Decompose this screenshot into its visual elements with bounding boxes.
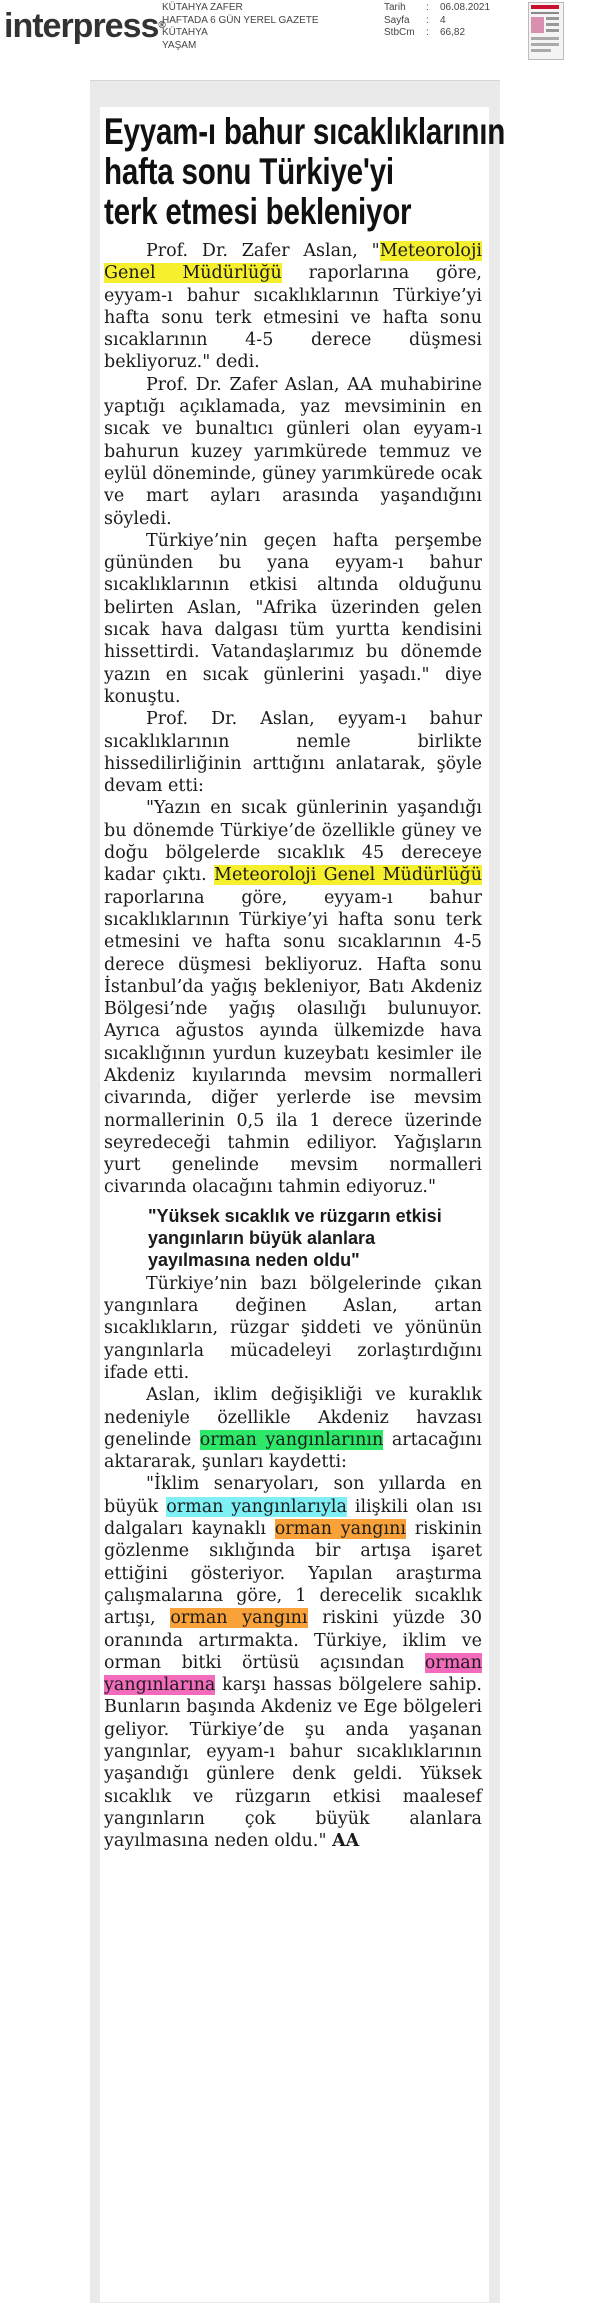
article-paragraph (104, 708, 482, 797)
publication-city: KÜTAHYA (162, 27, 208, 38)
paragraph-text: riskini yüzde 30 oranında artırmakta. Türkiye, iklim ve orman bitki örtüsü açısından (104, 1608, 483, 1673)
publication-section: YAŞAM (162, 39, 197, 51)
article-subheading (104, 1205, 482, 1271)
paragraph-text: "Yüksek sıcaklık ve rüzgarın etkisi yangınların büyük alanlara yayılmasına neden oldu" (148, 1205, 442, 1270)
highlighted-keyword: Meteoroloji Genel Müdürlüğü (214, 865, 483, 886)
highlighted-keyword: orman yangını (170, 1608, 308, 1629)
highlighted-keyword: orman yangınlarının (199, 1429, 384, 1450)
paragraph-text: raporlarına göre, eyyam-ı bahur sıcaklıklarının Türkiye’yi hafta sonu terk etmesini ve hafta sonu sıcaklarının 4-5 derece düşmesi bekliyoruz. Hafta sonu İstanbul’da yağış bekleniyor, Batı Akdeniz Bölgesi’nde yağış olasılığı bulunuyor. Ayrıca ağustos ayında ülkemizde hava sıcaklığının yurdun kuzeybatı kesimler ile Akdeniz kıyılarında mevsim normalleri civarında, diğer yerlerde ise mevsim normallerinin 0,5 ila 1 derece üzerinde seyredeceği tahmin ediliyor. Yağışların yurt genelinde mevsim normalleri civarında olacağını tahmin ediyoruz." (104, 887, 482, 1198)
headline-line: hafta sonu Türkiye'yi (104, 151, 394, 192)
highlighted-keyword: orman yangınlarına (104, 1652, 482, 1696)
paragraph-text: Türkiye’nin geçen hafta perşembe gününden bu yana eyyam-ı bahur sıcaklıklarının etkisi altında olduğunu belirten Aslan, "Afrika üzerinden gelen sıcak hava dalgası tüm yurtta kendisini hissettirdi. Vatandaşlarımız bu dönemde yazın en sıcak günlerini yaşadı." diye konuştu. (104, 530, 482, 707)
highlighted-keyword: orman yangını (274, 1519, 406, 1540)
highlighted-keyword: orman yangınlarıyla (166, 1496, 347, 1517)
paragraph-text: karşı hassas bölgelere sahip. Bunların başında Akdeniz ve Ege bölgeleri geliyor. Türkiye’de şu anda yaşanan yangınlar, eyyam-ı bahur sıcaklıklarının yaşandığı günlere denk geldi. Yüksek sıcaklık ve rüzgarın etkisi maalesef yangınların çok büyük alanlara yayılmasına neden oldu." (104, 1675, 482, 1852)
paragraph-text: "İklim senaryoları, son yıllarda en büyük (104, 1474, 482, 1517)
clipping-header (0, 0, 590, 64)
page-value: 4 (440, 14, 446, 26)
highlighted-keyword: Meteoroloji Genel Müdürlüğü (104, 241, 482, 284)
paragraph-text: riskinin gözlenme sıklığında bir artışa işaret ettiğini gösteriyor. Yapılan araştırma çalışmalarına göre, 1 derecelik sıcaklık artışı, (104, 1519, 482, 1629)
page-label: Sayfa (384, 14, 410, 26)
date-value: 06.08.2021 (440, 2, 491, 13)
paragraph-text: Prof. Dr. Aslan, eyyam-ı bahur sıcaklıklarının nemle birlikte hissedilirliğinin arttığını anlatarak, şöyle devam etti: (104, 709, 482, 797)
clipping-meta: Tarih : 06.08.2021 Sayfa : 4 StbCm : 66,82 (384, 2, 491, 38)
headline-line: Eyyam-ı bahur sıcaklıklarının (104, 111, 506, 152)
article-paragraph (104, 1384, 482, 1473)
publication-info (162, 2, 319, 52)
headline-line: terk etmesi bekleniyor (104, 191, 412, 232)
article-paragraph (104, 1273, 482, 1384)
article-paragraph (104, 374, 482, 530)
paragraph-text: Türkiye’nin bazı bölgelerinde çıkan yangınlara değinen Aslan, artan sıcaklıkların, rüzgar şiddeti ve yönünün yangınlarla mücadeleyi zorlaştırdığını ifade etti. (104, 1273, 482, 1383)
article-headline (104, 111, 506, 232)
article-paragraph (104, 797, 482, 1198)
paragraph-text: Aslan, iklim değişikliği ve kuraklık nedeniyle özellikle Akdeniz havzası genelinde (104, 1385, 482, 1450)
paragraph-text: ilişkili olan ısı dalgaları kaynaklı (104, 1496, 482, 1540)
paragraph-text: Prof. Dr. Zafer Aslan, AA muhabirine yaptığı açıklamada, yaz mevsiminin en sıcak ve bunaltıcı günleri olan eyyam-ı bahurun kuzey yarımkürede temmuz ve eylül döneminde, güney yarımkürede ocak ve mart ayları arasında yaşandığını söyledi. (104, 374, 482, 529)
publication-frequency: HAFTADA 6 GÜN YEREL GAZETE (162, 14, 319, 26)
page-thumbnail[interactable] (528, 2, 564, 60)
paragraph-text: artacağını aktararak, şunları kaydetti: (104, 1429, 482, 1473)
publication-name: KÜTAHYA ZAFER (162, 2, 243, 13)
article-paragraph (104, 1473, 482, 1852)
paragraph-text: "Yazın en sıcak günlerinin yaşandığı bu dönemde Türkiye’de özellikle güney ve doğu bölgelerde sıcaklık 45 dereceye kadar çıktı. (104, 798, 482, 886)
article-paragraph (104, 240, 482, 374)
article-paragraph (104, 530, 482, 708)
area-label: StbCm (384, 27, 415, 38)
article-body (104, 240, 482, 1852)
paragraph-text: raporlarına göre, eyyam-ı bahur sıcaklıklarının Türkiye’yi hafta sonu terk etmesini ve hafta sonu sıcaklarının 4-5 derece düşmesi bekliyoruz." dedi. (104, 263, 482, 373)
area-value: 66,82 (440, 27, 466, 38)
interpress-logo: interpress® (4, 7, 165, 45)
date-label: Tarih (384, 2, 406, 13)
paragraph-text: Prof. Dr. Zafer Aslan, " (146, 241, 380, 261)
source-credit: AA (332, 1831, 360, 1852)
